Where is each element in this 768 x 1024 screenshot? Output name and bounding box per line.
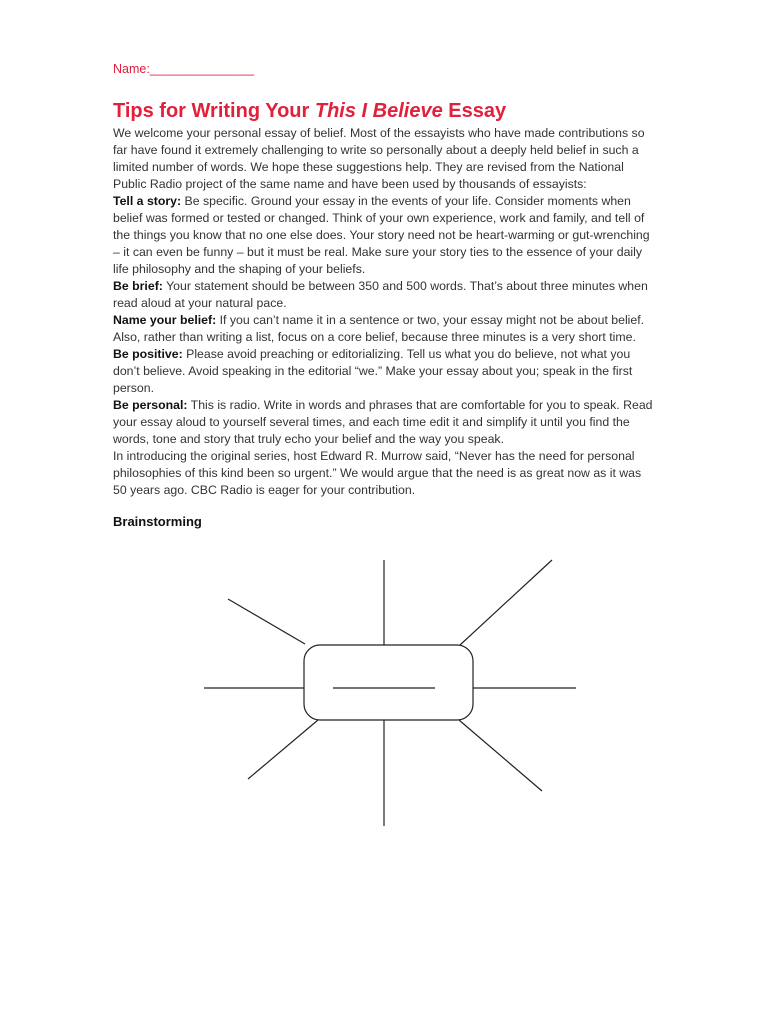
brainstorming-heading: Brainstorming (113, 514, 202, 529)
tip-label: Be positive: (113, 347, 183, 361)
title-part-1: Tips for Writing Your (113, 100, 315, 122)
closing-paragraph: In introducing the original series, host Edward R. Murrow said, “Never has the need for personal philosophies of this kind been so urgent.” We would argue that the need is as great now as it was 50 years ago. CBC Radio is eager for your contribution. (113, 449, 642, 497)
intro-paragraph: We welcome your personal essay of belief. Most of the essayists who have made contributions so far have found it extremely challenging to write so personally about a deeply held belief in such a limited number of words. We hope these suggestions help. They are revised from the National Public Radio project of the same name and have been used by thousands of essayists: (113, 126, 645, 191)
name-line: Name:_______________ (113, 62, 255, 76)
tip-label: Tell a story: (113, 194, 182, 208)
center-box (304, 645, 473, 720)
tip-label: Be brief: (113, 279, 163, 293)
spoke-top-right (460, 560, 552, 645)
tip-text: Be specific. Ground your essay in the events of your life. Consider moments when belief was formed or tested or changed. Think of your own experience, work and family, and tell of the things you know that no one else does. Your story need not be heart-warming or gut-wrenching – it can even be funny – but it must be real. Make sure your story ties to the essence of your daily life philosophy and the shaping of your beliefs. (113, 194, 650, 276)
title-part-2: Essay (442, 100, 507, 122)
title-italic: This I Believe (314, 100, 443, 122)
tip-text: If you can’t name it in a sentence or two, your essay might not be about belief. Also, rather than writing a list, focus on a core belief, because three minutes is a very short time. (113, 313, 645, 344)
spoke-bottom-left (248, 720, 318, 779)
tip-label: Be personal: (113, 398, 188, 412)
tip-label: Name your belief: (113, 313, 217, 327)
tip-text: Please avoid preaching or editorializing. Tell us what you do believe, not what you don’t believe. Avoid speaking in the editorial “we.” Make your essay about you; speak in the first person. (113, 347, 633, 395)
spoke-bottom-right (459, 720, 542, 791)
tip-text: This is radio. Write in words and phrases that are comfortable for you to speak. Read your essay aloud to yourself several times, and each time edit it and simplify it until you find the words, tone and story that truly echo your belief and the way you speak. (113, 398, 653, 446)
spoke-top-left (228, 599, 305, 644)
tip-text: Your statement should be between 350 and 500 words. That’s about three minutes when read aloud at your natural pace. (113, 279, 648, 310)
